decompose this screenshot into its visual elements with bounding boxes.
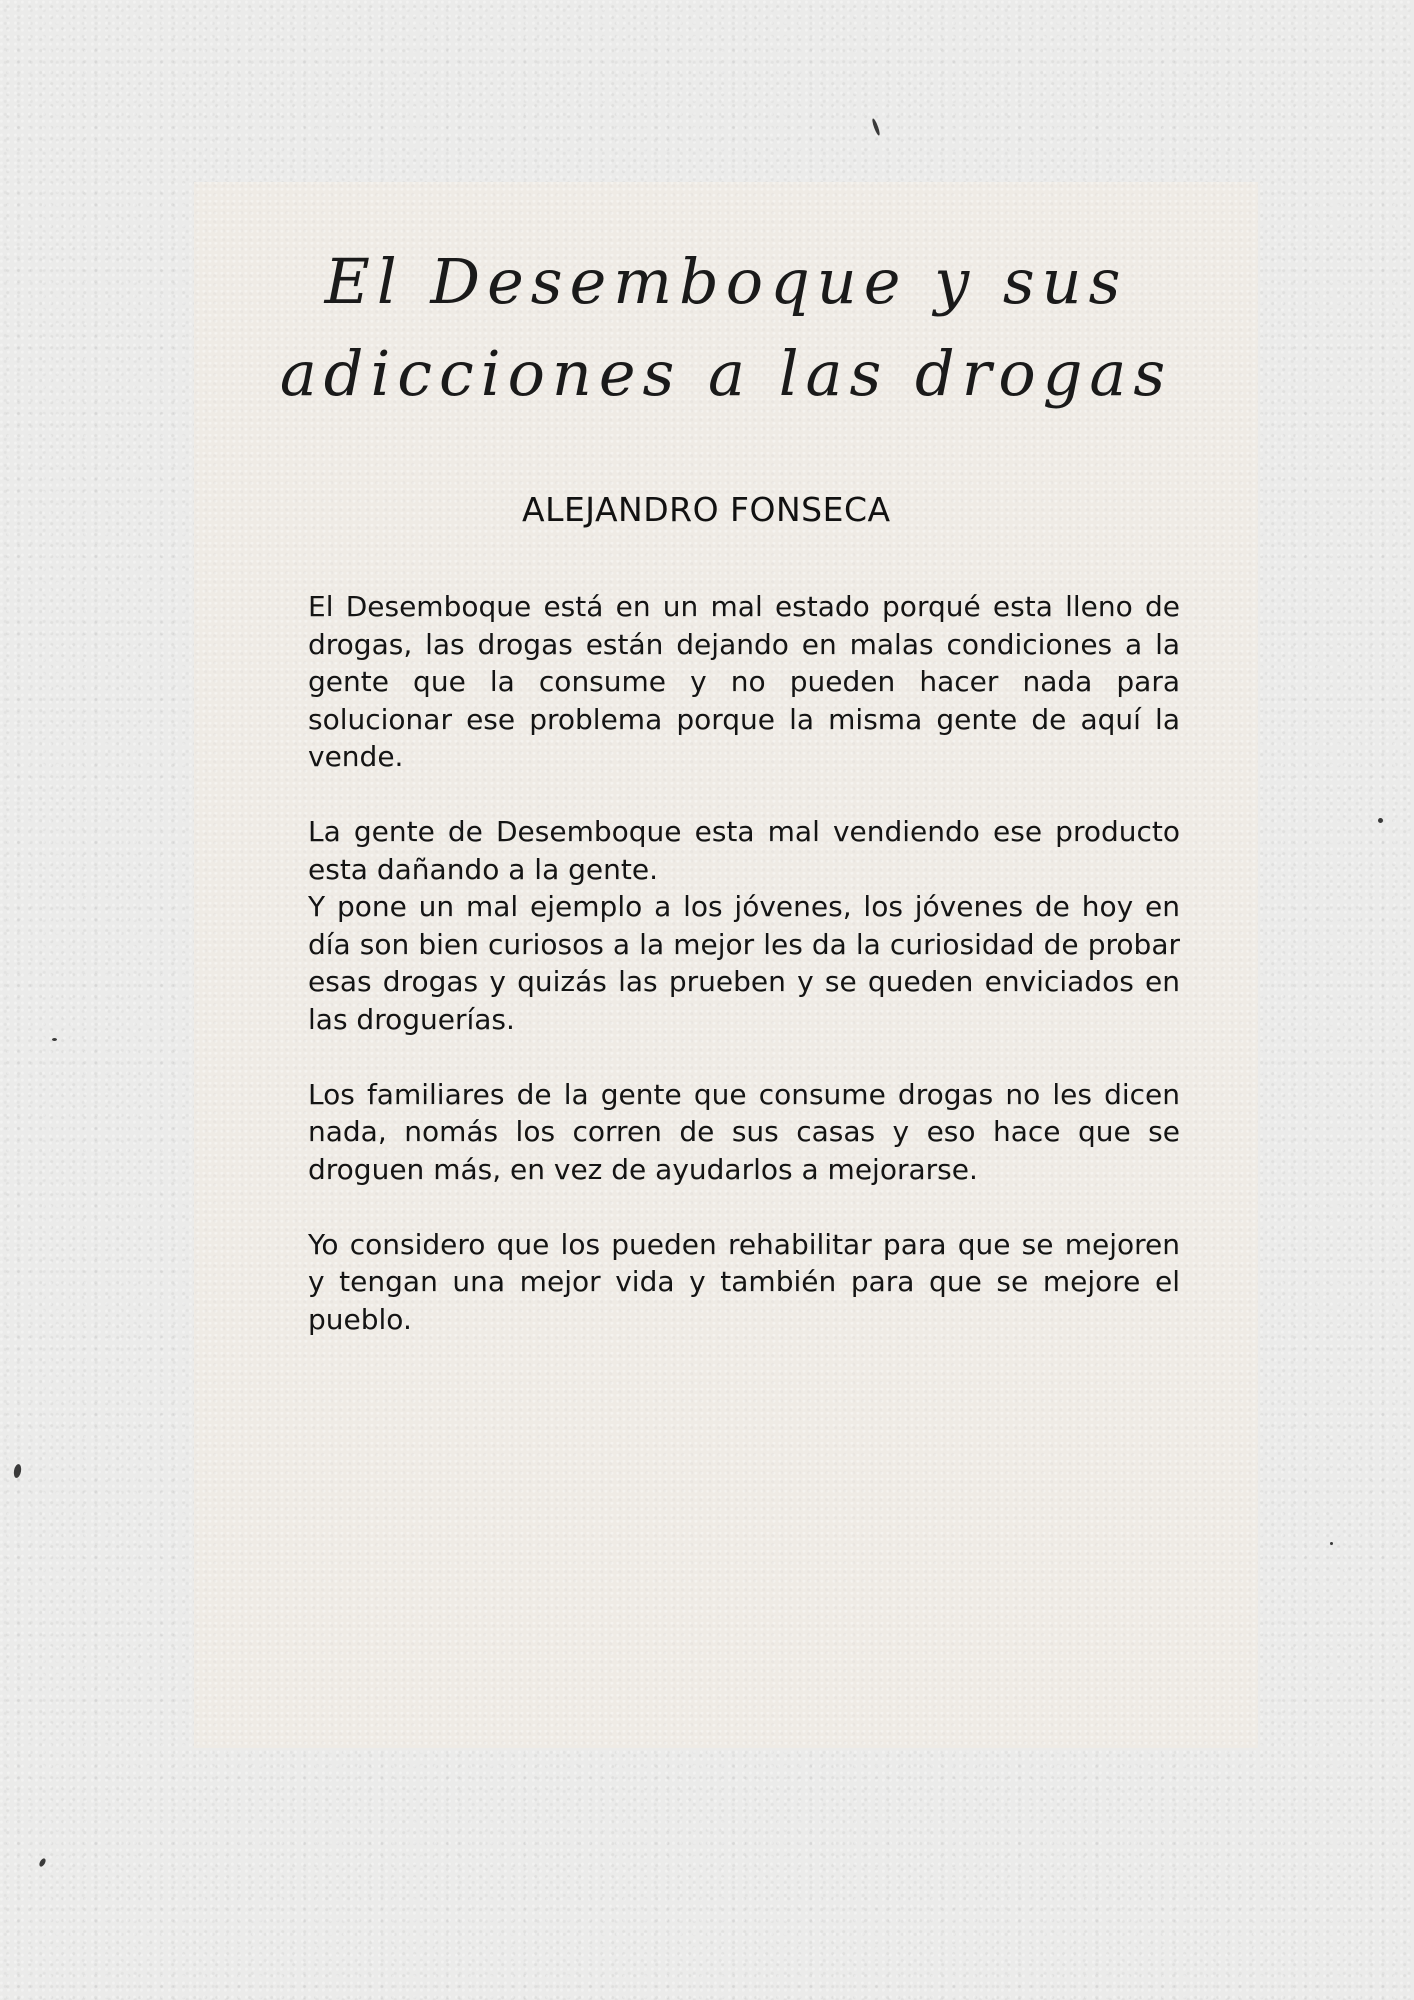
paragraph: Yo considero que los pueden rehabilitar para que se mejoren y tengan una mejor vida y también para que se mejore el pueblo. xyxy=(308,1227,1180,1336)
background-speck xyxy=(52,1038,57,1041)
background-speck xyxy=(871,118,881,136)
paper-sheet xyxy=(194,182,1258,1748)
background-speck xyxy=(1378,818,1383,823)
background-speck xyxy=(13,1463,22,1478)
paragraph: El Desemboque está en un mal estado porqué esta lleno de drogas, las drogas están dejando en malas condiciones a la gente que la consume y no pueden hacer nada para solucionar ese problema porque la misma gente de aquí la vende. xyxy=(308,590,1180,773)
paragraph: La gente de Desemboque esta mal vendiendo ese producto esta dañando a la gente. xyxy=(308,815,1180,886)
author-name: ALEJANDRO FONSECA xyxy=(522,490,891,529)
document-title xyxy=(194,236,1258,420)
paragraph: Y pone un mal ejemplo a los jóvenes, los jóvenes de hoy en día son bien curiosos a la mejor les da la curiosidad de probar esas drogas y quizás las prueben y se queden enviciados en las droguerías. xyxy=(308,890,1180,1036)
title-line-2: adicciones a las drogas xyxy=(279,337,1173,410)
background-speck xyxy=(38,1857,47,1867)
paragraph: Los familiares de la gente que consume drogas no les dicen nada, nomás los corren de sus casas y eso hace que se droguen más, en vez de ayudarlos a mejorarse. xyxy=(308,1077,1180,1186)
background-speck xyxy=(1330,1542,1333,1545)
body-text xyxy=(308,588,1180,1376)
title-line-1: El Desemboque y sus xyxy=(324,245,1128,318)
